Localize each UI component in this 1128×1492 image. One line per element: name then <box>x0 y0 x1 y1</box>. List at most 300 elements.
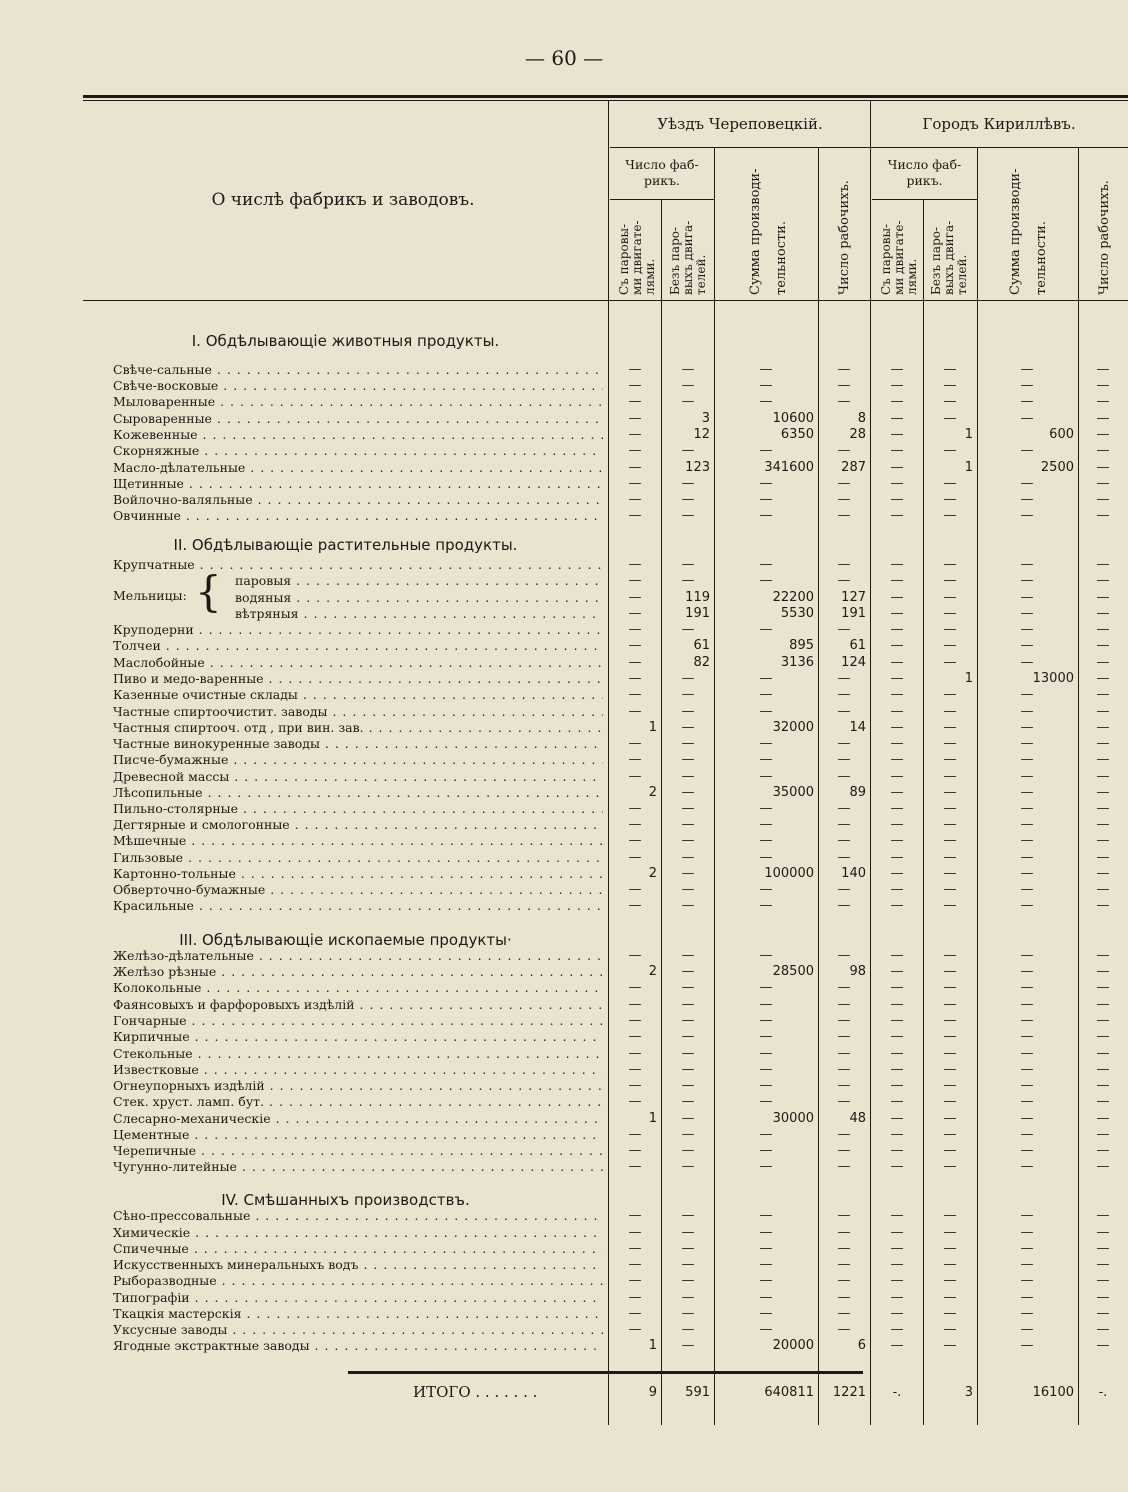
row-label: Писче-бумажные . . . <box>113 752 603 767</box>
empty-cell-dash: — <box>681 671 695 686</box>
empty-cell-dash: — <box>943 817 957 832</box>
empty-cell-dash: — <box>1020 997 1034 1012</box>
empty-cell-dash: — <box>943 997 957 1012</box>
group-rule <box>610 147 1128 148</box>
col-header-workers: Число рабочихъ. <box>837 180 852 295</box>
empty-cell-dash: — <box>943 769 957 784</box>
empty-cell-dash: — <box>681 687 695 702</box>
empty-cell-dash: — <box>890 460 904 475</box>
table-row <box>83 980 1128 996</box>
empty-cell-dash: — <box>943 687 957 702</box>
empty-cell-dash: — <box>943 1111 957 1126</box>
empty-cell-dash: — <box>1096 1225 1110 1240</box>
empty-cell-dash: — <box>1096 1257 1110 1272</box>
table-cell: 127 <box>841 590 866 605</box>
empty-cell-dash: — <box>890 752 904 767</box>
empty-cell-dash: — <box>890 492 904 507</box>
group-header-uezd: Уѣздъ Череповецкій. <box>657 115 823 133</box>
empty-cell-dash: — <box>628 394 642 409</box>
empty-cell-dash: — <box>1020 817 1034 832</box>
empty-cell-dash: — <box>943 394 957 409</box>
empty-cell-dash: — <box>1096 964 1110 979</box>
table-row <box>83 1322 1128 1338</box>
empty-cell-dash: — <box>837 980 851 995</box>
col-header-steam: Съ паровы- ми двигате- лями. <box>617 220 657 295</box>
empty-cell-dash: — <box>1096 411 1110 426</box>
empty-cell-dash: — <box>1096 801 1110 816</box>
section-title: I. Обдѣлывающіе животныя продукты. <box>191 332 500 350</box>
empty-cell-dash: — <box>1020 1338 1034 1353</box>
empty-cell-dash: — <box>681 948 695 963</box>
empty-cell-dash: — <box>628 508 642 523</box>
empty-cell-dash: — <box>837 882 851 897</box>
empty-cell-dash: — <box>681 736 695 751</box>
empty-cell-dash: — <box>1096 1322 1110 1337</box>
sub-rule-2 <box>872 199 977 200</box>
table-row <box>83 1111 1128 1127</box>
table-row <box>83 720 1128 736</box>
empty-cell-dash: — <box>681 362 695 377</box>
empty-cell-dash: — <box>890 1225 904 1240</box>
empty-cell-dash: — <box>681 1306 695 1321</box>
empty-cell-dash: — <box>681 1241 695 1256</box>
empty-cell-dash: — <box>1096 378 1110 393</box>
empty-cell-dash: — <box>681 997 695 1012</box>
empty-cell-dash: — <box>1096 980 1110 995</box>
empty-cell-dash: — <box>1020 1290 1034 1305</box>
empty-cell-dash: — <box>1020 898 1034 913</box>
empty-cell-dash: — <box>681 1322 695 1337</box>
empty-cell-dash: — <box>1096 1078 1110 1093</box>
table-row <box>83 606 1128 622</box>
empty-cell-dash: — <box>681 1290 695 1305</box>
empty-cell-dash: — <box>759 769 773 784</box>
empty-cell-dash: — <box>943 850 957 865</box>
empty-cell-dash: — <box>681 964 695 979</box>
table-cell: 191 <box>841 606 866 621</box>
table-row <box>83 508 1128 524</box>
empty-cell-dash: — <box>1096 573 1110 588</box>
table-row <box>83 557 1128 573</box>
table-cell: 3136 <box>780 655 814 670</box>
row-label: Цементные . . . <box>113 1127 603 1142</box>
empty-cell-dash: — <box>759 1094 773 1109</box>
table-row <box>83 964 1128 980</box>
empty-cell-dash: — <box>759 671 773 686</box>
table-row <box>83 622 1128 638</box>
empty-cell-dash: — <box>628 882 642 897</box>
row-label: Фаянсовыхъ и фарфоровыхъ издѣлій . . . <box>113 997 603 1012</box>
empty-cell-dash: — <box>628 752 642 767</box>
empty-cell-dash: — <box>759 898 773 913</box>
empty-cell-dash: — <box>943 980 957 995</box>
empty-cell-dash: — <box>1020 736 1034 751</box>
empty-cell-dash: — <box>837 997 851 1012</box>
empty-cell-dash: — <box>628 1029 642 1044</box>
row-label: Ягодные экстрактные заводы . . . <box>113 1338 603 1353</box>
empty-cell-dash: — <box>681 378 695 393</box>
empty-cell-dash: — <box>1020 769 1034 784</box>
row-label: Частныя спиртооч. отд , при вин. зав. . . . <box>113 720 603 735</box>
empty-cell-dash: — <box>943 378 957 393</box>
col-header-nosteam: Безъ паро- выхъ двига- телей. <box>929 220 969 295</box>
empty-cell-dash: — <box>681 557 695 572</box>
table-row <box>83 1094 1128 1110</box>
empty-cell-dash: — <box>890 720 904 735</box>
empty-cell-dash: — <box>1096 769 1110 784</box>
empty-cell-dash: — <box>759 1159 773 1174</box>
empty-cell-dash: — <box>681 850 695 865</box>
empty-cell-dash: — <box>890 1127 904 1142</box>
empty-cell-dash: — <box>681 1094 695 1109</box>
empty-cell-dash: — <box>1020 687 1034 702</box>
empty-cell-dash: — <box>1096 638 1110 653</box>
empty-cell-dash: — <box>759 687 773 702</box>
table-cell: 1 <box>648 720 657 735</box>
table-cell: 119 <box>685 590 710 605</box>
table-row <box>83 443 1128 459</box>
empty-cell-dash: — <box>1096 671 1110 686</box>
empty-cell-dash: — <box>1096 850 1110 865</box>
empty-cell-dash: — <box>890 850 904 865</box>
empty-cell-dash: — <box>681 1127 695 1142</box>
empty-cell-dash: — <box>759 362 773 377</box>
empty-cell-dash: — <box>890 362 904 377</box>
empty-cell-dash: — <box>759 443 773 458</box>
empty-cell-dash: — <box>890 964 904 979</box>
table-cell: 61 <box>693 638 710 653</box>
empty-cell-dash: — <box>890 1029 904 1044</box>
empty-cell-dash: — <box>943 557 957 572</box>
row-label: Стек. хруст. ламп. бут. . . . <box>113 1094 603 1109</box>
empty-cell-dash: — <box>628 704 642 719</box>
table-cell: 12 <box>693 427 710 442</box>
empty-cell-dash: — <box>890 655 904 670</box>
row-label: Свѣче-сальные . . . <box>113 362 603 377</box>
empty-cell-dash: — <box>1020 866 1034 881</box>
empty-cell-dash: — <box>1020 785 1034 800</box>
sub-rule-1 <box>610 199 715 200</box>
empty-cell-dash: — <box>1020 394 1034 409</box>
row-label: Толчеи . . . <box>113 638 603 653</box>
empty-cell-dash: — <box>890 1290 904 1305</box>
empty-cell-dash: — <box>681 980 695 995</box>
empty-cell-dash: — <box>628 948 642 963</box>
empty-cell-dash: — <box>1020 1159 1034 1174</box>
empty-cell-dash: — <box>681 866 695 881</box>
empty-cell-dash: — <box>628 1306 642 1321</box>
table-cell: 14 <box>849 720 866 735</box>
empty-cell-dash: — <box>837 394 851 409</box>
row-label: Черепичные . . . <box>113 1143 603 1158</box>
table-row <box>83 833 1128 849</box>
empty-cell-dash: — <box>1096 1306 1110 1321</box>
row-label: Пиво и медо-варенные . . . <box>113 671 603 686</box>
empty-cell-dash: — <box>943 882 957 897</box>
empty-cell-dash: — <box>759 476 773 491</box>
table-row <box>83 1127 1128 1143</box>
empty-cell-dash: — <box>890 1062 904 1077</box>
empty-cell-dash: — <box>890 833 904 848</box>
empty-cell-dash: — <box>628 817 642 832</box>
empty-cell-dash: — <box>1020 1046 1034 1061</box>
empty-cell-dash: — <box>1020 948 1034 963</box>
table-row <box>83 1046 1128 1062</box>
row-label: Овчинные . . . <box>113 508 603 523</box>
table-row <box>83 1078 1128 1094</box>
empty-cell-dash: — <box>681 898 695 913</box>
empty-cell-dash: — <box>681 1029 695 1044</box>
empty-cell-dash: — <box>1096 1208 1110 1223</box>
empty-cell-dash: — <box>1096 590 1110 605</box>
table-cell: 98 <box>849 964 866 979</box>
row-label: Желѣзо-дѣлательные . . . <box>113 948 603 963</box>
empty-cell-dash: — <box>943 1046 957 1061</box>
row-label: водяныя . . . <box>235 590 603 605</box>
empty-cell-dash: — <box>628 1078 642 1093</box>
empty-cell-dash: — <box>890 997 904 1012</box>
table-cell: 10600 <box>772 411 814 426</box>
empty-cell-dash: — <box>1096 1111 1110 1126</box>
empty-cell-dash: — <box>837 1143 851 1158</box>
empty-cell-dash: — <box>890 622 904 637</box>
table-row <box>83 1306 1128 1322</box>
empty-cell-dash: — <box>628 833 642 848</box>
empty-cell-dash: — <box>890 898 904 913</box>
empty-cell-dash: — <box>837 850 851 865</box>
table-row <box>83 704 1128 720</box>
empty-cell-dash: — <box>1096 427 1110 442</box>
table-cell: 1 <box>648 1338 657 1353</box>
empty-cell-dash: — <box>681 443 695 458</box>
empty-cell-dash: — <box>890 736 904 751</box>
total-cell: 3 <box>964 1385 973 1400</box>
factories-count-header: Число фаб- рикъ. <box>625 157 699 188</box>
row-label: Типографіи . . . <box>113 1290 603 1305</box>
empty-cell-dash: — <box>943 1273 957 1288</box>
empty-cell-dash: — <box>1020 638 1034 653</box>
empty-cell-dash: — <box>1096 720 1110 735</box>
empty-cell-dash: — <box>837 1208 851 1223</box>
table-row <box>83 1013 1128 1029</box>
empty-cell-dash: — <box>837 671 851 686</box>
empty-cell-dash: — <box>681 801 695 816</box>
empty-cell-dash: — <box>890 1257 904 1272</box>
empty-cell-dash: — <box>1020 850 1034 865</box>
table-cell: 22200 <box>772 590 814 605</box>
empty-cell-dash: — <box>1096 1094 1110 1109</box>
empty-cell-dash: — <box>681 1078 695 1093</box>
empty-cell-dash: — <box>628 590 642 605</box>
empty-cell-dash: — <box>759 1046 773 1061</box>
table-cell: 3 <box>701 411 710 426</box>
row-label: Гильзовые . . . <box>113 850 603 865</box>
table-cell: 2 <box>648 964 657 979</box>
mills-brace: { <box>195 567 222 616</box>
empty-cell-dash: — <box>1096 997 1110 1012</box>
empty-cell-dash: — <box>628 411 642 426</box>
table-row <box>83 769 1128 785</box>
empty-cell-dash: — <box>1096 833 1110 848</box>
empty-cell-dash: — <box>1020 476 1034 491</box>
empty-cell-dash: — <box>628 378 642 393</box>
empty-cell-dash: — <box>628 622 642 637</box>
empty-cell-dash: — <box>681 882 695 897</box>
empty-cell-dash: — <box>759 817 773 832</box>
empty-cell-dash: — <box>759 378 773 393</box>
empty-cell-dash: — <box>759 948 773 963</box>
table-cell: 1 <box>964 460 973 475</box>
top-rule <box>83 95 1128 98</box>
total-rule <box>348 1371 863 1374</box>
empty-cell-dash: — <box>628 850 642 865</box>
empty-cell-dash: — <box>1096 1029 1110 1044</box>
empty-cell-dash: — <box>628 1322 642 1337</box>
row-label: Колокольные . . . <box>113 980 603 995</box>
empty-cell-dash: — <box>837 378 851 393</box>
empty-cell-dash: — <box>628 1225 642 1240</box>
empty-cell-dash: — <box>943 1338 957 1353</box>
row-label: Желѣзо рѣзные . . . <box>113 964 603 979</box>
table-cell: 89 <box>849 785 866 800</box>
empty-cell-dash: — <box>1096 704 1110 719</box>
row-label: Частные винокуренные заводы . . . <box>113 736 603 751</box>
empty-cell-dash: — <box>628 769 642 784</box>
empty-cell-dash: — <box>837 769 851 784</box>
row-label: Масло-дѣлательные . . . <box>113 460 603 475</box>
empty-cell-dash: — <box>1020 1257 1034 1272</box>
table-cell: 123 <box>685 460 710 475</box>
empty-cell-dash: — <box>628 1241 642 1256</box>
empty-cell-dash: — <box>759 1078 773 1093</box>
empty-cell-dash: — <box>943 362 957 377</box>
table-row <box>83 671 1128 687</box>
row-label: Обверточно-бумажные . . . <box>113 882 603 897</box>
empty-cell-dash: — <box>943 1143 957 1158</box>
empty-cell-dash: — <box>943 720 957 735</box>
empty-cell-dash: — <box>837 557 851 572</box>
empty-cell-dash: — <box>628 1013 642 1028</box>
empty-cell-dash: — <box>628 460 642 475</box>
empty-cell-dash: — <box>628 687 642 702</box>
empty-cell-dash: — <box>943 606 957 621</box>
table-row <box>83 1257 1128 1273</box>
empty-cell-dash: — <box>1020 655 1034 670</box>
empty-cell-dash: — <box>681 752 695 767</box>
table-row <box>83 785 1128 801</box>
empty-cell-dash: — <box>1020 1127 1034 1142</box>
empty-cell-dash: — <box>890 687 904 702</box>
empty-cell-dash: — <box>1020 964 1034 979</box>
empty-cell-dash: — <box>628 1159 642 1174</box>
table-cell: 124 <box>841 655 866 670</box>
table-cell: 191 <box>685 606 710 621</box>
empty-cell-dash: — <box>890 769 904 784</box>
empty-cell-dash: — <box>681 1062 695 1077</box>
empty-cell-dash: — <box>890 411 904 426</box>
table-row <box>83 1273 1128 1289</box>
table-row <box>83 427 1128 443</box>
empty-cell-dash: — <box>759 997 773 1012</box>
empty-cell-dash: — <box>628 557 642 572</box>
row-label: паровыя . . . <box>235 573 603 588</box>
row-label: Войлочно-валяльные . . . <box>113 492 603 507</box>
empty-cell-dash: — <box>1096 476 1110 491</box>
empty-cell-dash: — <box>890 1241 904 1256</box>
empty-cell-dash: — <box>837 508 851 523</box>
empty-cell-dash: — <box>1096 752 1110 767</box>
empty-cell-dash: — <box>1096 817 1110 832</box>
empty-cell-dash: — <box>890 1143 904 1158</box>
empty-cell-dash: — <box>837 476 851 491</box>
total-label: ИТОГО . . <box>413 1383 537 1401</box>
table-cell: 1 <box>964 671 973 686</box>
row-label: Гончарные . . . <box>113 1013 603 1028</box>
empty-cell-dash: — <box>1020 1273 1034 1288</box>
table-cell: 48 <box>849 1111 866 1126</box>
empty-cell-dash: — <box>1020 1225 1034 1240</box>
empty-cell-dash: — <box>628 898 642 913</box>
empty-cell-dash: — <box>890 557 904 572</box>
empty-cell-dash: — <box>1096 394 1110 409</box>
empty-cell-dash: — <box>943 833 957 848</box>
empty-cell-dash: — <box>890 1013 904 1028</box>
empty-cell-dash: — <box>943 590 957 605</box>
empty-cell-dash: — <box>943 801 957 816</box>
empty-cell-dash: — <box>1096 606 1110 621</box>
empty-cell-dash: — <box>1020 1241 1034 1256</box>
empty-cell-dash: — <box>759 1208 773 1223</box>
empty-cell-dash: -. <box>892 1385 902 1400</box>
empty-cell-dash: — <box>681 1159 695 1174</box>
empty-cell-dash: — <box>759 980 773 995</box>
table-cell: 140 <box>841 866 866 881</box>
row-label: Стекольные . . . <box>113 1046 603 1061</box>
empty-cell-dash: — <box>1020 622 1034 637</box>
empty-cell-dash: — <box>837 704 851 719</box>
empty-cell-dash: — <box>1020 752 1034 767</box>
empty-cell-dash: — <box>1096 1273 1110 1288</box>
empty-cell-dash: — <box>681 1257 695 1272</box>
table-cell: 13000 <box>1032 671 1074 686</box>
empty-cell-dash: — <box>837 362 851 377</box>
empty-cell-dash: — <box>628 1046 642 1061</box>
empty-cell-dash: — <box>943 476 957 491</box>
table-cell: 35000 <box>772 785 814 800</box>
empty-cell-dash: — <box>943 1062 957 1077</box>
empty-cell-dash: — <box>837 1159 851 1174</box>
empty-cell-dash: — <box>890 801 904 816</box>
empty-cell-dash: — <box>681 817 695 832</box>
empty-cell-dash: — <box>759 394 773 409</box>
empty-cell-dash: — <box>943 1225 957 1240</box>
table-cell: 2 <box>648 866 657 881</box>
empty-cell-dash: — <box>628 362 642 377</box>
empty-cell-dash: — <box>837 898 851 913</box>
factories-count-header: Число фаб- рикъ. <box>887 157 962 188</box>
table-cell: 61 <box>849 638 866 653</box>
row-label: Свѣче-восковые . . . <box>113 378 603 393</box>
empty-cell-dash: — <box>943 1241 957 1256</box>
table-row <box>83 752 1128 768</box>
empty-cell-dash: — <box>759 801 773 816</box>
row-label: Картонно-тольные . . . <box>113 866 603 881</box>
empty-cell-dash: — <box>628 980 642 995</box>
empty-cell-dash: — <box>1096 785 1110 800</box>
table-cell: 1 <box>964 427 973 442</box>
row-label: Пильно-столярные . . . <box>113 801 603 816</box>
empty-cell-dash: — <box>837 1062 851 1077</box>
